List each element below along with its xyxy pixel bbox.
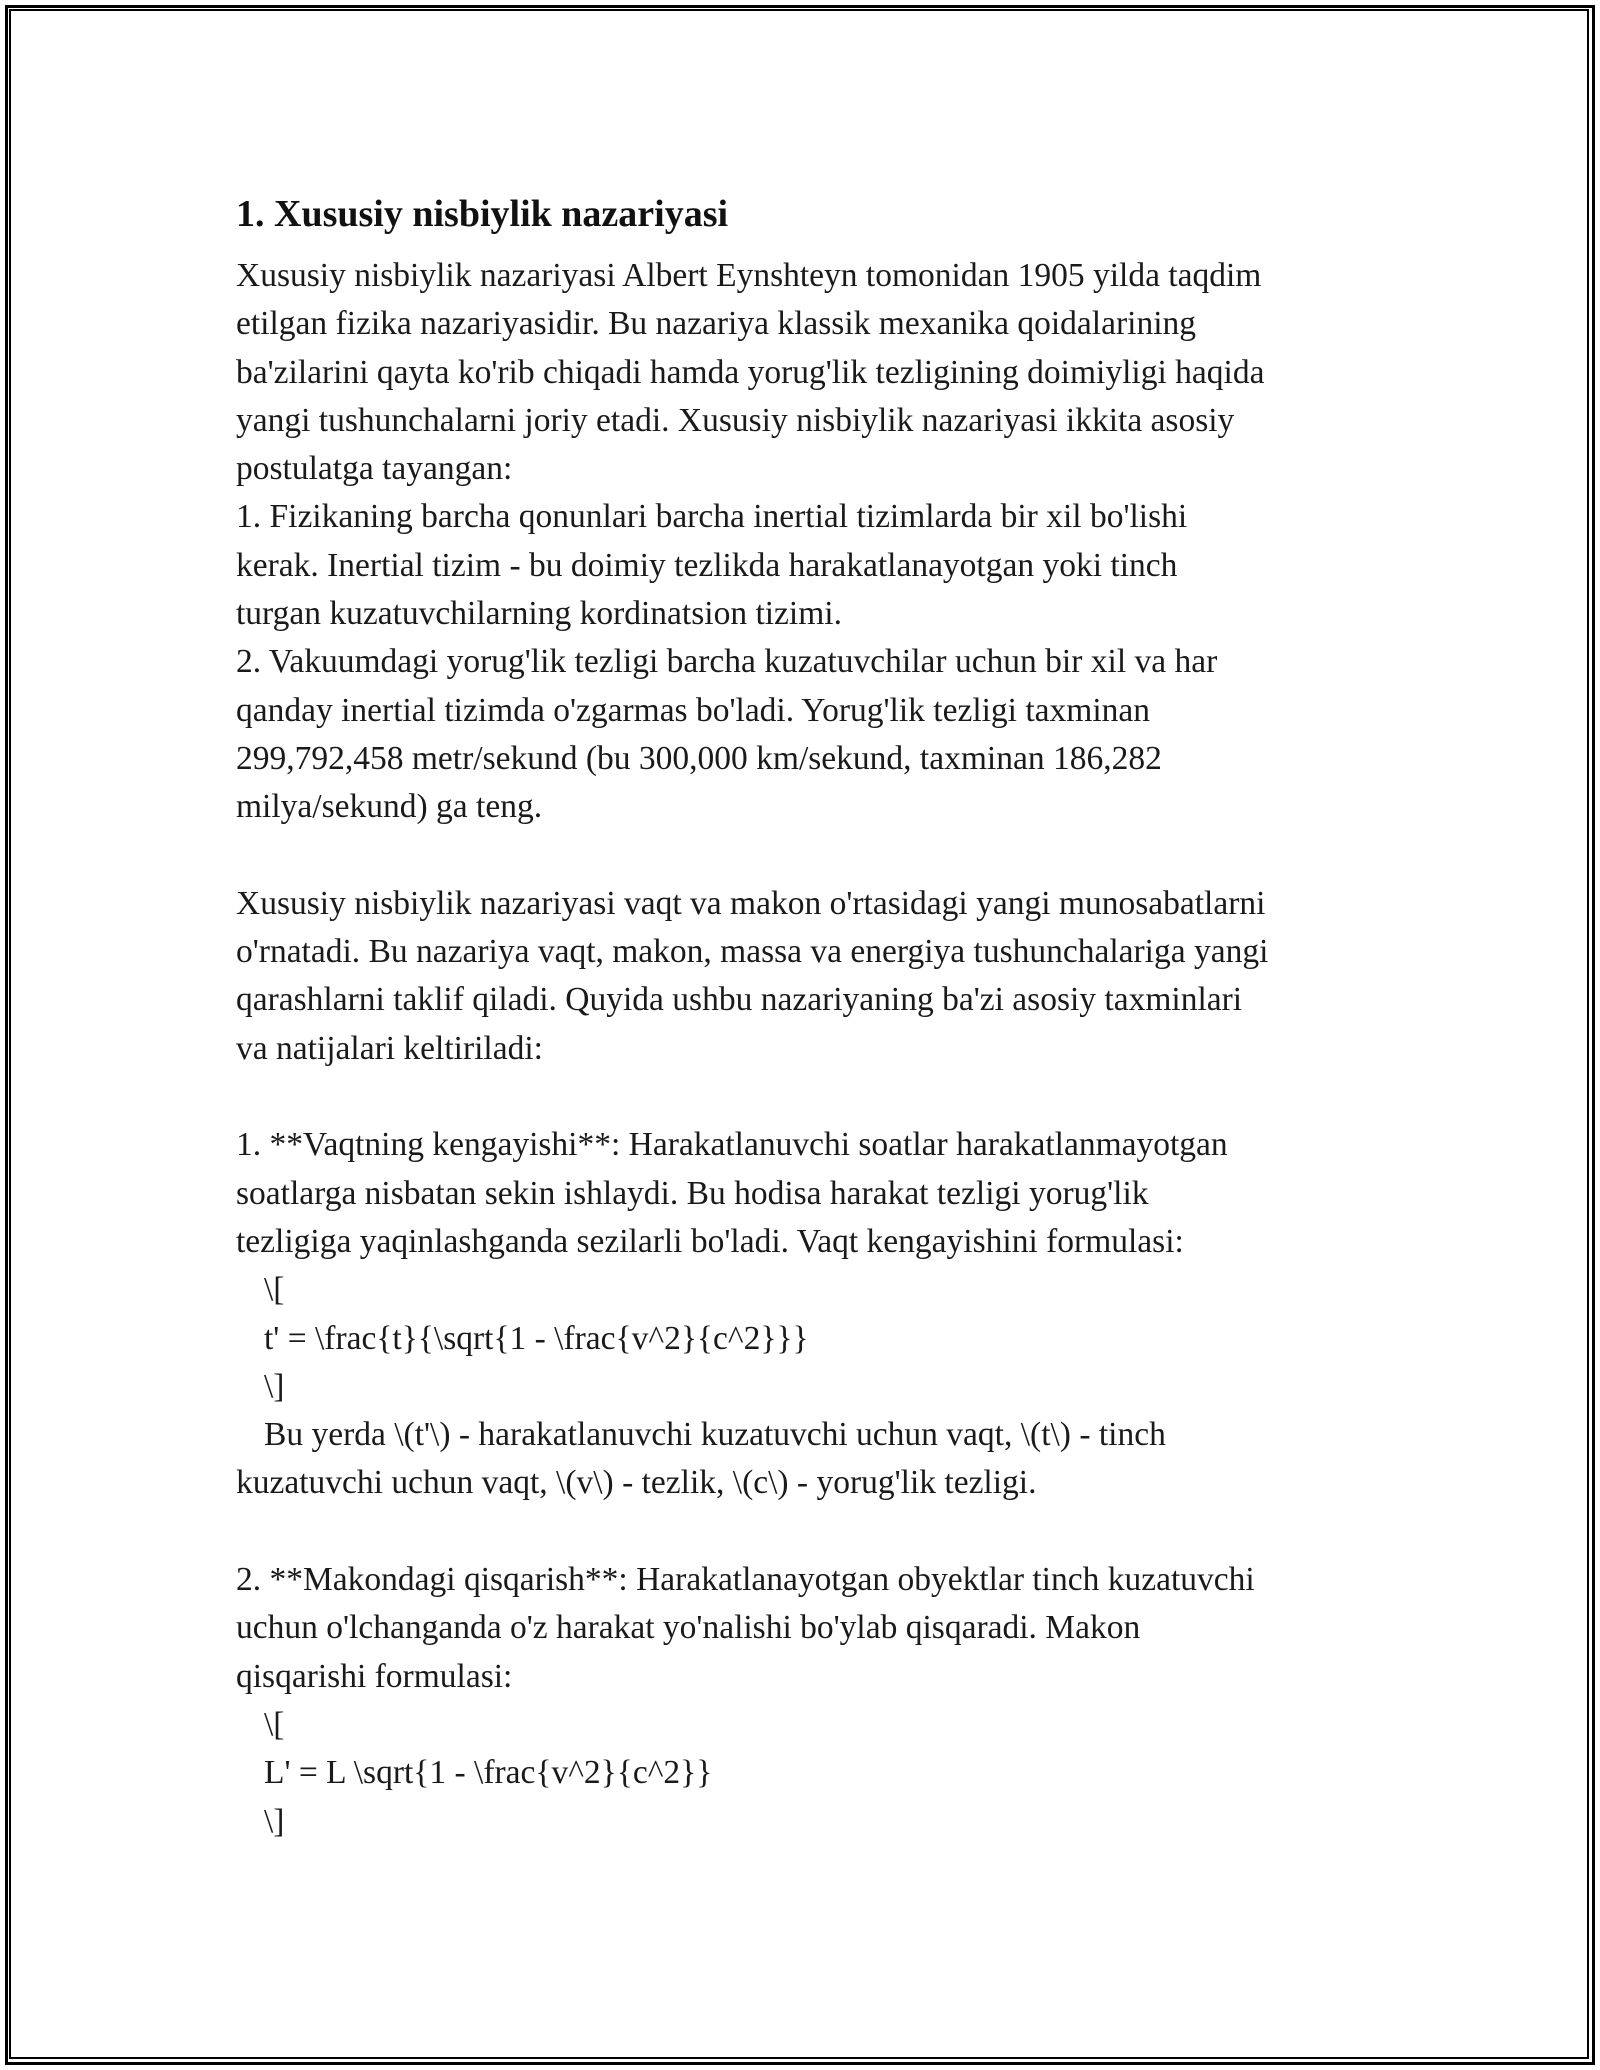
formula-line: \[	[264, 1271, 285, 1309]
section-heading: 1. Xususiy nisbiylik nazariyasi	[236, 193, 729, 235]
blank-line	[236, 832, 1386, 880]
postulate-line: turgan kuzatuvchilarning kordinatsion tizimi.	[236, 595, 842, 633]
formula-explanation-line: Bu yerda \(t'\) - harakatlanuvchi kuzatuvchi uchun vaqt, \(t\) - tinch	[264, 1416, 1166, 1454]
list-item-line: 1. **Vaqtning kengayishi**: Harakatlanuvchi soatlar harakatlanmayotgan	[236, 1126, 1228, 1164]
postulate-line: qanday inertial tizimda o'zgarmas bo'ladi. Yorug'lik tezligi taxminan	[236, 691, 1151, 729]
list-item-line: qisqarishi formulasi:	[236, 1657, 513, 1695]
formula-line: \]	[264, 1802, 285, 1840]
text-line: postulatga tayangan:	[236, 450, 513, 488]
text-line: va natijalari keltiriladi:	[236, 1029, 543, 1067]
text-line: etilgan fizika nazariyasidir. Bu nazariya klassik mexanika qoidalarining	[236, 305, 1197, 343]
postulate-line: 1. Fizikaning barcha qonunlari barcha inertial tizimlarda bir xil bo'lishi	[236, 498, 1188, 536]
list-item-line: tezligiga yaqinlashganda sezilarli bo'ladi. Vaqt kengayishini formulasi:	[236, 1222, 1184, 1260]
text-line: Xususiy nisbiylik nazariyasi Albert Eynshteyn tomonidan 1905 yilda taqdim	[236, 257, 1262, 294]
text-line: ba'zilarini qayta ko'rib chiqadi hamda yorug'lik tezligining doimiyligi haqida	[236, 353, 1265, 391]
list-item-line: uchun o'lchanganda o'z harakat yo'nalishi bo'ylab qisqaradi. Makon	[236, 1609, 1141, 1647]
blank-line	[236, 1073, 1386, 1121]
text-line: qarashlarni taklif qiladi. Quyida ushbu nazariyaning ba'zi asosiy taxminlari	[236, 981, 1243, 1019]
formula-explanation-line: kuzatuvchi uchun vaqt, \(v\) - tezlik, \(c\) - yorug'lik tezligi.	[236, 1464, 1037, 1502]
text-line: Xususiy nisbiylik nazariyasi vaqt va makon o'rtasidagi yangi munosabatlarni	[236, 884, 1266, 922]
text-line: yangi tushunchalarni joriy etadi. Xususiy nisbiylik nazariyasi ikkita asosiy	[236, 401, 1235, 439]
document-body	[236, 182, 1386, 1846]
postulate-line: 299,792,458 metr/sekund (bu 300,000 km/sekund, taxminan 186,282	[236, 739, 1162, 777]
postulate-line: milya/sekund) ga teng.	[236, 788, 543, 826]
formula-line: t' = \frac{t}{\sqrt{1 - \frac{v^2}{c^2}}}	[264, 1319, 809, 1357]
list-item-line: 2. **Makondagi qisqarish**: Harakatlanayotgan obyektlar tinch kuzatuvchi	[236, 1561, 1255, 1599]
postulate-line: kerak. Inertial tizim - bu doimiy tezlikda harakatlanayotgan yoki tinch	[236, 546, 1178, 584]
list-item-line: soatlarga nisbatan sekin ishlaydi. Bu hodisa harakat tezligi yorug'lik	[236, 1174, 1149, 1212]
blank-line	[236, 1508, 1386, 1556]
postulate-line: 2. Vakuumdagi yorug'lik tezligi barcha kuzatuvchilar uchun bir xil va har	[236, 643, 1218, 681]
formula-line: \]	[264, 1367, 285, 1405]
formula-line: L' = L \sqrt{1 - \frac{v^2}{c^2}}	[264, 1754, 713, 1792]
text-line: o'rnatadi. Bu nazariya vaqt, makon, massa va energiya tushunchalariga yangi	[236, 933, 1269, 971]
formula-line: \[	[264, 1705, 285, 1743]
